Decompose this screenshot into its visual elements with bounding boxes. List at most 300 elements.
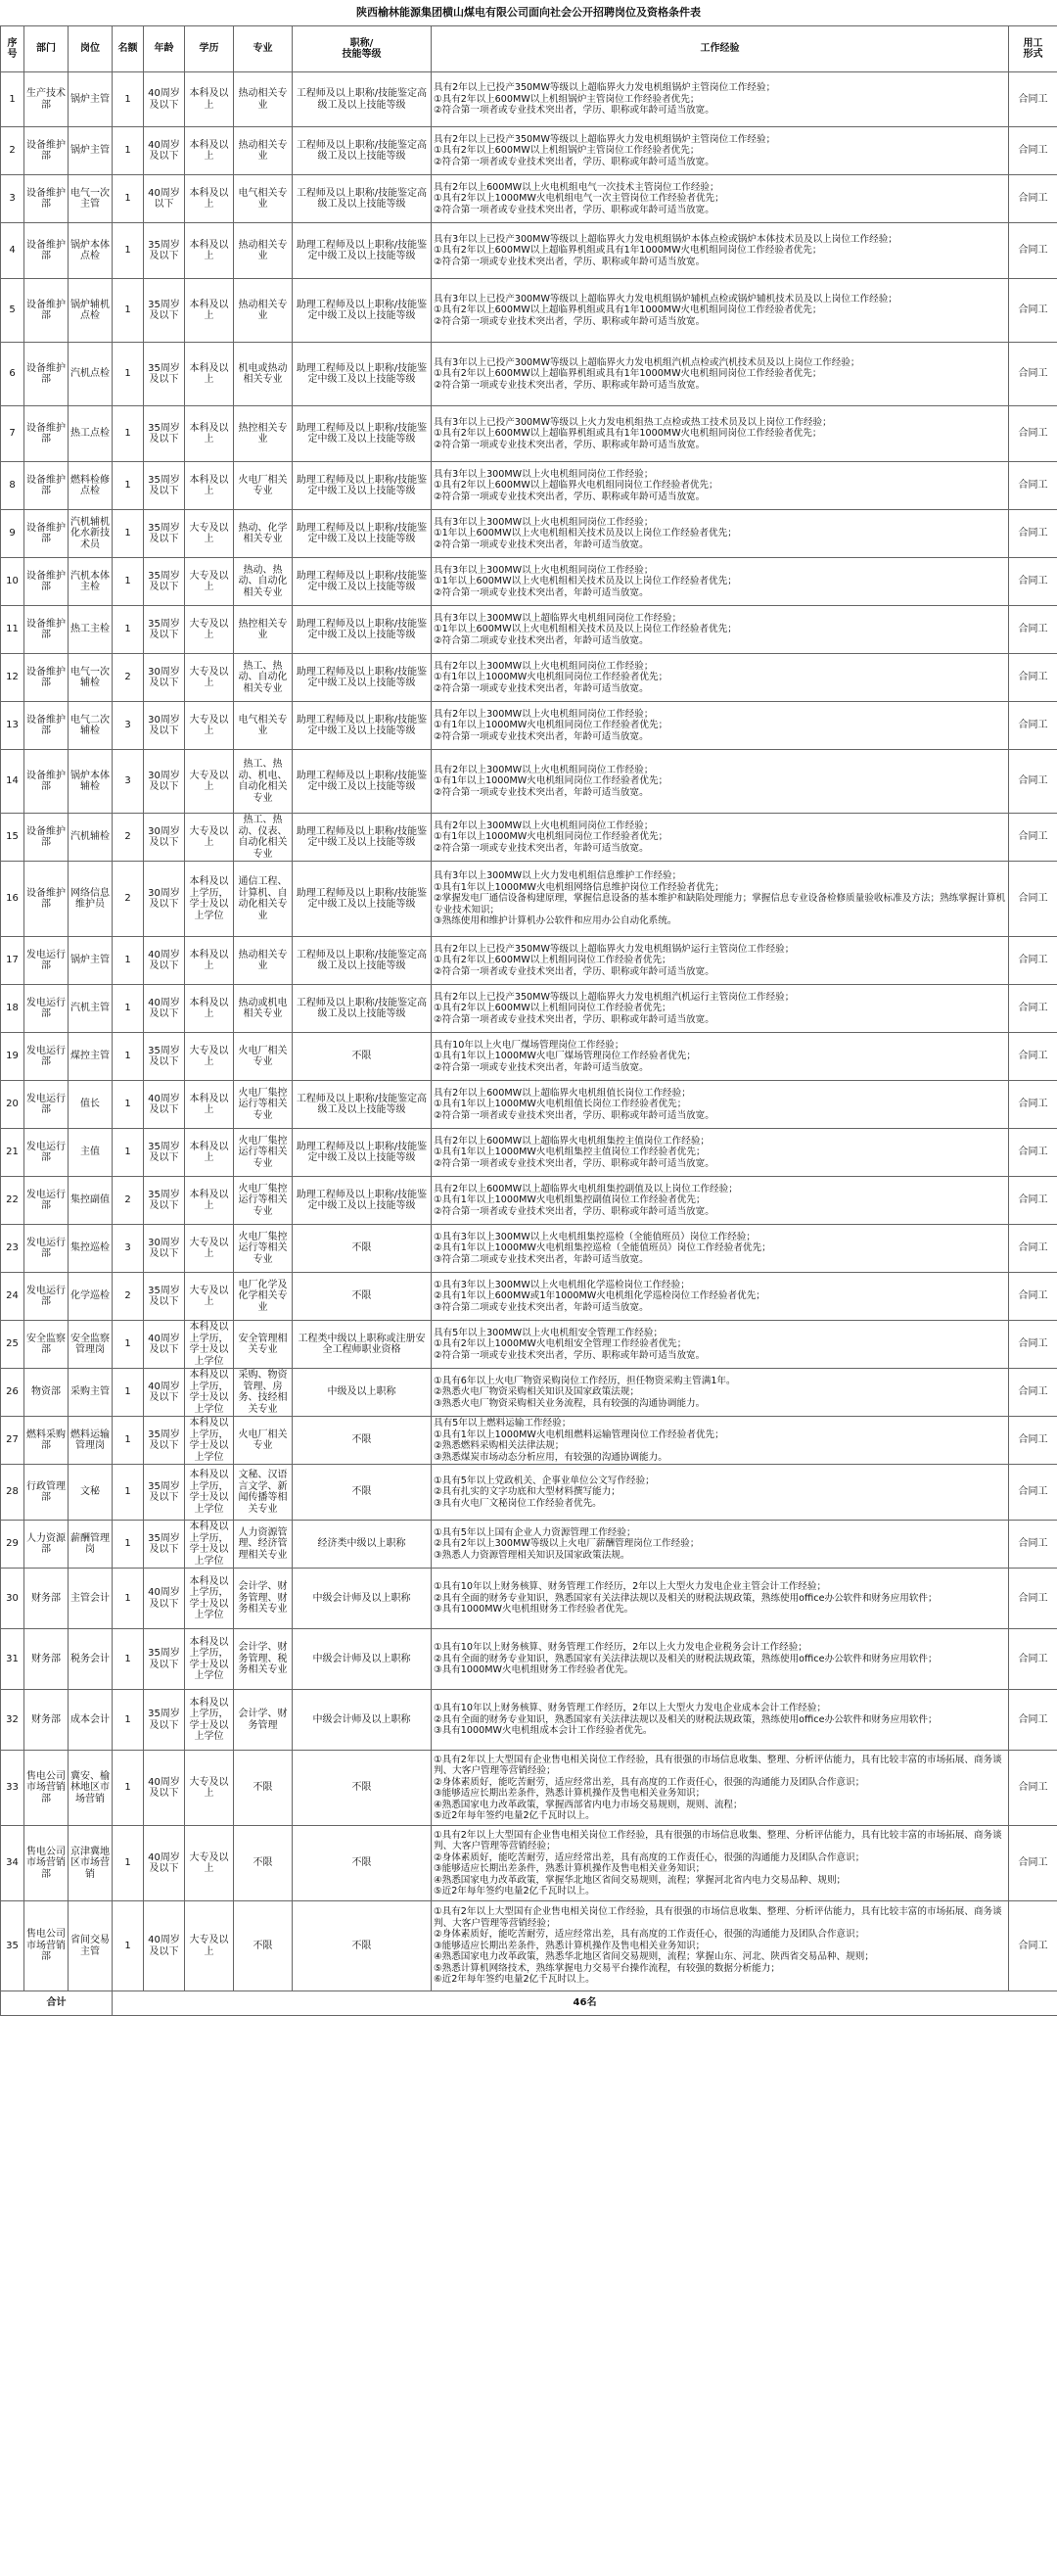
cell-title: 不限 — [293, 1417, 432, 1465]
cell-no: 18 — [1, 985, 24, 1033]
cell-major: 火电厂集控运行等相关专业 — [234, 1081, 293, 1129]
cell-dept: 设备维护部 — [24, 343, 69, 406]
cell-post: 网络信息维护员 — [69, 862, 113, 937]
cell-major: 热控相关专业 — [234, 406, 293, 462]
cell-experience: ①具有2年以上大型国有企业售电相关岗位工作经验，具有很强的市场信息收集、整理、分析评估能力，具有比较丰富的市场拓展、商务谈判、大客户管理等营销经验； ②身体素质好，能吃苦耐劳，适应经常出差，具有高度的工作责任心，很强的沟通能力及团队合作意识； ③能够适应长期出差条件，熟悉计算机操作及售电相关业务知识； ④熟悉国家电力改革政策，掌握华北地区省间交易规则，流程；掌握河北省内电力交易品种、规则； ⑤近2年每年签约电量2亿千瓦时以上。 — [432, 1826, 1009, 1901]
cell-quota: 2 — [113, 654, 144, 702]
cell-quota: 1 — [113, 985, 144, 1033]
cell-quota: 1 — [113, 1569, 144, 1629]
cell-title: 助理工程师及以上职称/技能鉴定中级工及以上技能等级 — [293, 862, 432, 937]
cell-quota: 1 — [113, 937, 144, 985]
cell-dept: 设备维护部 — [24, 702, 69, 750]
cell-quota: 1 — [113, 606, 144, 654]
cell-quota: 2 — [113, 862, 144, 937]
cell-edu: 大专及以上 — [185, 510, 234, 558]
cell-major: 不限 — [234, 1751, 293, 1826]
cell-quota: 1 — [113, 1033, 144, 1081]
cell-dept: 发电运行部 — [24, 985, 69, 1033]
cell-experience: 具有3年以上已投产300MW等级以上超临界火力发电机组锅炉本体点检或锅炉本体技术员及以上岗位工作经验； ①具有2年以上600MW以上超临界机组或具有1年1000MW火电机组同岗位工作经验者优先； ②符合第一项或专业技术突出者，学历、职称或年龄可适当放宽。 — [432, 223, 1009, 279]
cell-title: 工程类中级以上职称或注册安全工程师职业资格 — [293, 1321, 432, 1369]
cell-post: 采购主管 — [69, 1369, 113, 1417]
cell-post: 成本会计 — [69, 1690, 113, 1751]
cell-age: 35周岁及以下 — [144, 1690, 185, 1751]
table-row — [1, 1751, 1057, 1826]
cell-age: 35周岁及以下 — [144, 1177, 185, 1225]
cell-no: 31 — [1, 1629, 24, 1690]
cell-edu: 大专及以上 — [185, 750, 234, 814]
cell-no: 14 — [1, 750, 24, 814]
cell-title: 助理工程师及以上职称/技能鉴定中级工及以上技能等级 — [293, 279, 432, 343]
cell-title: 助理工程师及以上职称/技能鉴定中级工及以上技能等级 — [293, 814, 432, 862]
cell-major: 安全管理相关专业 — [234, 1321, 293, 1369]
cell-form: 合同工 — [1009, 223, 1057, 279]
cell-no: 17 — [1, 937, 24, 985]
cell-title: 助理工程师及以上职称/技能鉴定中级工及以上技能等级 — [293, 1129, 432, 1177]
cell-title: 助理工程师及以上职称/技能鉴定中级工及以上技能等级 — [293, 223, 432, 279]
cell-major: 热工、热动、仪表、自动化相关专业 — [234, 814, 293, 862]
cell-dept: 设备维护部 — [24, 406, 69, 462]
cell-experience: 具有3年以上300MW以上火电机组同岗位工作经验； ①1年以上600MW以上火电机组相关技术员及以上岗位工作经验者优先； ②符合第一项或专业技术突出者，年龄可适当放宽。 — [432, 558, 1009, 606]
cell-major: 热动相关专业 — [234, 223, 293, 279]
cell-no: 33 — [1, 1751, 24, 1826]
cell-dept: 设备维护部 — [24, 127, 69, 175]
cell-post: 电气一次主管 — [69, 175, 113, 223]
cell-dept: 人力资源部 — [24, 1521, 69, 1569]
cell-experience: 具有3年以上已投产300MW等级以上超临界火力发电机组锅炉辅机点检或锅炉辅机技术员及以上岗位工作经验； ①具有2年以上600MW以上超临界机组或具有1年1000MW火电机组同岗位工作经验者优先； ②符合第一项或专业技术突出者，学历、职称或年龄可适当放宽。 — [432, 279, 1009, 343]
cell-form: 合同工 — [1009, 702, 1057, 750]
cell-quota: 3 — [113, 750, 144, 814]
cell-major: 通信工程、计算机、自动化相关专业 — [234, 862, 293, 937]
cell-age: 35周岁及以下 — [144, 1629, 185, 1690]
cell-dept: 设备维护部 — [24, 223, 69, 279]
cell-no: 24 — [1, 1273, 24, 1321]
table-row — [1, 1225, 1057, 1273]
cell-quota: 1 — [113, 1826, 144, 1901]
header-edu: 学历 — [185, 26, 234, 72]
cell-experience: 具有3年以上已投产300MW等级以上火力发电机组热工点检或热工技术员及以上岗位工作经验； ①具有2年以上600MW以上超临界机组或具有1年1000MW火电机组同岗位工作经验者优先； ②符合第一项或专业技术突出者，学历、职称或年龄可适当放宽。 — [432, 406, 1009, 462]
header-major: 专业 — [234, 26, 293, 72]
cell-dept: 设备维护部 — [24, 606, 69, 654]
table-row — [1, 462, 1057, 510]
cell-dept: 生产技术部 — [24, 72, 69, 127]
cell-dept: 发电运行部 — [24, 1129, 69, 1177]
cell-title: 工程师及以上职称/技能鉴定高级工及以上技能等级 — [293, 175, 432, 223]
cell-no: 28 — [1, 1465, 24, 1521]
cell-title: 助理工程师及以上职称/技能鉴定中级工及以上技能等级 — [293, 510, 432, 558]
cell-no: 10 — [1, 558, 24, 606]
cell-edu: 本科及以上 — [185, 1129, 234, 1177]
cell-title: 工程师及以上职称/技能鉴定高级工及以上技能等级 — [293, 72, 432, 127]
cell-major: 火电厂相关专业 — [234, 1417, 293, 1465]
cell-experience: 具有5年以上300MW以上火电机组安全管理工作经验； ①具有2年以上1000MW火电机组安全管理工作经验者优先； ②符合第一项或专业技术突出者，学历、职称或年龄可适当放宽。 — [432, 1321, 1009, 1369]
table-row — [1, 175, 1057, 223]
cell-post: 主值 — [69, 1129, 113, 1177]
table-row — [1, 1465, 1057, 1521]
table-row — [1, 510, 1057, 558]
table-row — [1, 1629, 1057, 1690]
cell-form: 合同工 — [1009, 175, 1057, 223]
cell-quota: 1 — [113, 1629, 144, 1690]
cell-age: 40周岁及以下 — [144, 72, 185, 127]
cell-experience: ①具有6年以上火电厂物资采购岗位工作经历，担任物资采购主管满1年。 ②熟悉火电厂物资采购相关知识及国家政策法规； ③熟悉火电厂物资采购相关业务流程，具有较强的沟通协调能力。 — [432, 1369, 1009, 1417]
cell-no: 6 — [1, 343, 24, 406]
cell-quota: 3 — [113, 702, 144, 750]
cell-age: 40周岁及以下 — [144, 937, 185, 985]
cell-post: 热工点检 — [69, 406, 113, 462]
cell-experience: ①具有2年以上大型国有企业售电相关岗位工作经验，具有很强的市场信息收集、整理、分析评估能力，具有比较丰富的市场拓展、商务谈判、大客户管理等营销经验； ②身体素质好，能吃苦耐劳，适应经常出差，具有高度的工作责任心，很强的沟通能力及团队合作意识； ③能够适应长期出差条件，熟悉计算机操作及售电相关业务知识； ④熟悉国家电力改革政策，熟悉华北地区省间交易规则，流程；掌握山东、河北、陕西省交易品种、规则； ⑤熟悉计算机网络技术，熟练掌握电力交易平台操作流程，有较强的数据分析能力； ⑥近2年每年签约电量2亿千瓦时以上。 — [432, 1901, 1009, 1991]
table-row — [1, 558, 1057, 606]
cell-dept: 财务部 — [24, 1629, 69, 1690]
cell-form: 合同工 — [1009, 1273, 1057, 1321]
cell-quota: 2 — [113, 1273, 144, 1321]
cell-post: 热工主检 — [69, 606, 113, 654]
cell-age: 30周岁及以下 — [144, 750, 185, 814]
cell-experience: 具有3年以上300MW以上火电机组同岗位工作经验； ①具有2年以上600MW以上超临界火电机组同岗位工作经验者优先； ②符合第一项或专业技术突出者，学历、职称或年龄可适当放宽。 — [432, 462, 1009, 510]
cell-dept: 售电公司市场营销部 — [24, 1826, 69, 1901]
cell-edu: 大专及以上 — [185, 1826, 234, 1901]
cell-title: 不限 — [293, 1751, 432, 1826]
cell-no: 27 — [1, 1417, 24, 1465]
table-row — [1, 1177, 1057, 1225]
cell-edu: 大专及以上 — [185, 1225, 234, 1273]
cell-edu: 本科及以上学历，学士及以上学位 — [185, 1629, 234, 1690]
cell-no: 29 — [1, 1521, 24, 1569]
cell-edu: 本科及以上 — [185, 937, 234, 985]
cell-no: 5 — [1, 279, 24, 343]
cell-dept: 安全监察部 — [24, 1321, 69, 1369]
cell-age: 40周岁及以下 — [144, 1751, 185, 1826]
cell-post: 电气二次辅检 — [69, 702, 113, 750]
cell-post: 集控副值 — [69, 1177, 113, 1225]
cell-age: 40周岁及以下 — [144, 985, 185, 1033]
cell-major: 热工、热动、机电、自动化相关专业 — [234, 750, 293, 814]
table-row — [1, 985, 1057, 1033]
cell-major: 火电厂相关专业 — [234, 1033, 293, 1081]
cell-experience: 具有2年以上600MW以上超临界火电机组集控副值及以上岗位工作经验； ①具有1年以上1000MW火电机组集控副值岗位工作经验者优先； ②符合第一项者或专业技术突出者，学历、职称或年龄可适当放宽。 — [432, 1177, 1009, 1225]
cell-edu: 本科及以上学历，学士及以上学位 — [185, 1569, 234, 1629]
cell-post: 锅炉主管 — [69, 937, 113, 985]
cell-quota: 1 — [113, 1901, 144, 1991]
cell-age: 40周岁及以下 — [144, 1369, 185, 1417]
cell-no: 4 — [1, 223, 24, 279]
cell-quota: 1 — [113, 223, 144, 279]
table-row — [1, 1826, 1057, 1901]
cell-major: 会计学、财务管理 — [234, 1690, 293, 1751]
cell-post: 汽机本体主检 — [69, 558, 113, 606]
cell-major: 火电厂集控运行等相关专业 — [234, 1177, 293, 1225]
cell-dept: 设备维护部 — [24, 510, 69, 558]
cell-age: 35周岁及以下 — [144, 1521, 185, 1569]
cell-post: 冀安、榆林地区市场营销 — [69, 1751, 113, 1826]
cell-no: 30 — [1, 1569, 24, 1629]
total-row — [1, 1991, 1057, 2016]
cell-dept: 行政管理部 — [24, 1465, 69, 1521]
cell-major: 电气相关专业 — [234, 702, 293, 750]
cell-experience: 具有5年以上燃料运输工作经验； ①具有1年以上1000MW火电机组燃料运输管理岗位工作经验者优先； ②熟悉燃料采购相关法律法规； ③熟悉煤炭市场动态分析应用，有较强的沟通协调能力。 — [432, 1417, 1009, 1465]
cell-form: 合同工 — [1009, 1826, 1057, 1901]
cell-dept: 发电运行部 — [24, 1225, 69, 1273]
cell-dept: 发电运行部 — [24, 1273, 69, 1321]
cell-quota: 1 — [113, 1465, 144, 1521]
cell-experience: 具有3年以上300MW以上超临界火电机组同岗位工作经验； ①1年以上600MW以上火电机组相关技术员及以上岗位工作经验者优先； ②符合第二项或专业技术突出者，年龄可适当放宽。 — [432, 606, 1009, 654]
cell-major: 不限 — [234, 1826, 293, 1901]
cell-no: 3 — [1, 175, 24, 223]
cell-no: 7 — [1, 406, 24, 462]
cell-edu: 本科及以上 — [185, 1177, 234, 1225]
cell-age: 35周岁及以下 — [144, 223, 185, 279]
cell-form: 合同工 — [1009, 462, 1057, 510]
cell-major: 不限 — [234, 1901, 293, 1991]
cell-major: 热动、化学相关专业 — [234, 510, 293, 558]
table-row — [1, 223, 1057, 279]
cell-form: 合同工 — [1009, 510, 1057, 558]
cell-post: 锅炉辅机点检 — [69, 279, 113, 343]
cell-experience: ①具有5年以上国有企业人力资源管理工作经验； ②具有2年以上300MW等级以上火电厂薪酬管理岗位工作经验； ③熟悉人力资源管理相关知识及国家政策法规。 — [432, 1521, 1009, 1569]
cell-post: 燃料检修点检 — [69, 462, 113, 510]
cell-dept: 设备维护部 — [24, 558, 69, 606]
cell-post: 京津冀地区市场营销 — [69, 1826, 113, 1901]
cell-experience: 具有2年以上已投产350MW等级以上超临界火力发电机组汽机运行主管岗位工作经验； ①具有2年以上600MW以上机组同岗位工作经验者优先； ②符合第一项者或专业技术突出者，学历、职称或年龄可适当放宽。 — [432, 985, 1009, 1033]
table-row — [1, 1081, 1057, 1129]
cell-no: 19 — [1, 1033, 24, 1081]
cell-age: 40周岁及以下 — [144, 1081, 185, 1129]
cell-title: 中级会计师及以上职称 — [293, 1569, 432, 1629]
cell-edu: 本科及以上 — [185, 72, 234, 127]
cell-no: 16 — [1, 862, 24, 937]
cell-post: 薪酬管理岗 — [69, 1521, 113, 1569]
cell-edu: 本科及以上 — [185, 462, 234, 510]
cell-age: 35周岁及以下 — [144, 1417, 185, 1465]
cell-dept: 设备维护部 — [24, 654, 69, 702]
cell-quota: 1 — [113, 279, 144, 343]
cell-major: 采购、物资管理、房务、技经相关专业 — [234, 1369, 293, 1417]
cell-edu: 本科及以上 — [185, 127, 234, 175]
cell-major: 会计学、财务管理、财务相关专业 — [234, 1569, 293, 1629]
cell-major: 热动相关专业 — [234, 937, 293, 985]
table-row — [1, 1321, 1057, 1369]
cell-major: 热动相关专业 — [234, 279, 293, 343]
cell-experience: ①具有10年以上财务核算、财务管理工作经历，2年以上大型火力发电企业成本会计工作经验； ②具有全面的财务专业知识，熟悉国家有关法律法规以及相关的财税法规政策，熟练使用office办公软件和财务应用软件； ③具有1000MW火电机组成本会计工作经验者优先。 — [432, 1690, 1009, 1751]
cell-age: 35周岁及以下 — [144, 279, 185, 343]
table-row — [1, 1129, 1057, 1177]
cell-dept: 发电运行部 — [24, 1081, 69, 1129]
cell-edu: 大专及以上 — [185, 558, 234, 606]
cell-no: 13 — [1, 702, 24, 750]
cell-major: 电厂化学及化学相关专业 — [234, 1273, 293, 1321]
cell-quota: 1 — [113, 127, 144, 175]
table-row — [1, 72, 1057, 127]
cell-age: 35周岁及以下 — [144, 1033, 185, 1081]
cell-title: 助理工程师及以上职称/技能鉴定中级工及以上技能等级 — [293, 750, 432, 814]
cell-quota: 1 — [113, 1521, 144, 1569]
header-post: 岗位 — [69, 26, 113, 72]
table-row — [1, 1273, 1057, 1321]
page-title: 陕西榆林能源集团横山煤电有限公司面向社会公开招聘岗位及资格条件表 — [356, 6, 701, 19]
cell-form: 合同工 — [1009, 558, 1057, 606]
cell-title: 中级会计师及以上职称 — [293, 1690, 432, 1751]
cell-post: 锅炉主管 — [69, 72, 113, 127]
cell-form: 合同工 — [1009, 1177, 1057, 1225]
cell-age: 40周岁及以下 — [144, 1826, 185, 1901]
cell-quota: 2 — [113, 1177, 144, 1225]
table-row — [1, 1690, 1057, 1751]
cell-major: 会计学、财务管理、税务相关专业 — [234, 1629, 293, 1690]
total-label: 合计 — [1, 1991, 113, 2016]
cell-title: 不限 — [293, 1465, 432, 1521]
cell-title: 经济类中级以上职称 — [293, 1521, 432, 1569]
cell-major: 热控相关专业 — [234, 606, 293, 654]
cell-major: 火电厂集控运行等相关专业 — [234, 1129, 293, 1177]
cell-quota: 2 — [113, 814, 144, 862]
table-row — [1, 1901, 1057, 1991]
cell-experience: 具有2年以上600MW以上超临界火电机组集控主值岗位工作经验； ①具有1年以上1000MW火电机组集控主值岗位工作经验者优先； ②符合第一项者或专业技术突出者，学历、职称或年龄可适当放宽。 — [432, 1129, 1009, 1177]
cell-title: 不限 — [293, 1273, 432, 1321]
cell-experience: 具有2年以上已投产350MW等级以上超临界火力发电机组锅炉主管岗位工作经验； ①具有2年以上600MW以上机组锅炉主管岗位工作经验者优先； ②符合第一项者或专业技术突出者，学历、职称或年龄可适当放宽。 — [432, 127, 1009, 175]
cell-title: 中级会计师及以上职称 — [293, 1629, 432, 1690]
cell-post: 值长 — [69, 1081, 113, 1129]
cell-age: 40周岁及以下 — [144, 1569, 185, 1629]
cell-title: 不限 — [293, 1225, 432, 1273]
cell-title: 助理工程师及以上职称/技能鉴定中级工及以上技能等级 — [293, 606, 432, 654]
cell-edu: 本科及以上 — [185, 175, 234, 223]
cell-form: 合同工 — [1009, 1569, 1057, 1629]
cell-form: 合同工 — [1009, 985, 1057, 1033]
cell-form: 合同工 — [1009, 406, 1057, 462]
cell-no: 32 — [1, 1690, 24, 1751]
cell-form: 合同工 — [1009, 1629, 1057, 1690]
cell-quota: 1 — [113, 175, 144, 223]
cell-no: 2 — [1, 127, 24, 175]
cell-edu: 大专及以上 — [185, 1901, 234, 1991]
cell-dept: 设备维护部 — [24, 279, 69, 343]
cell-form: 合同工 — [1009, 1465, 1057, 1521]
table-row — [1, 606, 1057, 654]
cell-form: 合同工 — [1009, 1129, 1057, 1177]
cell-no: 26 — [1, 1369, 24, 1417]
cell-experience: ①具有3年以上300MW以上火电机组化学巡检岗位工作经验； ②具有1年以上600MW或1年1000MW火电机组化学巡检岗位工作经验者优先； ③符合第二项或专业技术突出者，年龄可适当放宽。 — [432, 1273, 1009, 1321]
total-value: 46名 — [113, 1991, 1057, 2016]
cell-experience: 具有3年以上已投产300MW等级以上超临界火力发电机组汽机点检或汽机技术员及以上岗位工作经验； ①具有2年以上600MW以上超临界机组或具有1年1000MW火电机组同岗位工作经验者优先； ②符合第一项或专业技术突出者，学历、职称或年龄可适当放宽。 — [432, 343, 1009, 406]
cell-quota: 1 — [113, 462, 144, 510]
cell-age: 30周岁及以下 — [144, 814, 185, 862]
cell-no: 34 — [1, 1826, 24, 1901]
cell-quota: 1 — [113, 343, 144, 406]
cell-edu: 本科及以上 — [185, 279, 234, 343]
cell-age: 35周岁及以下 — [144, 1465, 185, 1521]
cell-title: 不限 — [293, 1901, 432, 1991]
cell-age: 35周岁及以下 — [144, 558, 185, 606]
cell-title: 助理工程师及以上职称/技能鉴定中级工及以上技能等级 — [293, 1177, 432, 1225]
header-exp: 工作经验 — [432, 26, 1009, 72]
cell-form: 合同工 — [1009, 1321, 1057, 1369]
cell-quota: 1 — [113, 510, 144, 558]
cell-form: 合同工 — [1009, 750, 1057, 814]
cell-quota: 1 — [113, 1129, 144, 1177]
cell-dept: 设备维护部 — [24, 462, 69, 510]
cell-post: 煤控主管 — [69, 1033, 113, 1081]
cell-form: 合同工 — [1009, 814, 1057, 862]
cell-edu: 本科及以上 — [185, 343, 234, 406]
cell-no: 20 — [1, 1081, 24, 1129]
cell-edu: 本科及以上学历，学士及以上学位 — [185, 1369, 234, 1417]
cell-edu: 本科及以上学历，学士及以上学位 — [185, 1465, 234, 1521]
cell-major: 热动相关专业 — [234, 127, 293, 175]
cell-post: 化学巡检 — [69, 1273, 113, 1321]
cell-edu: 大专及以上 — [185, 1751, 234, 1826]
cell-form: 合同工 — [1009, 72, 1057, 127]
cell-form: 合同工 — [1009, 1417, 1057, 1465]
cell-edu: 本科及以上学历，学士及以上学位 — [185, 1417, 234, 1465]
table-header-row — [1, 26, 1057, 72]
cell-edu: 本科及以上学历，学士及以上学位 — [185, 1690, 234, 1751]
cell-dept: 售电公司市场营销部 — [24, 1901, 69, 1991]
cell-title: 助理工程师及以上职称/技能鉴定中级工及以上技能等级 — [293, 702, 432, 750]
cell-no: 15 — [1, 814, 24, 862]
cell-dept: 设备维护部 — [24, 862, 69, 937]
cell-post: 文秘 — [69, 1465, 113, 1521]
cell-major: 火电厂相关专业 — [234, 462, 293, 510]
cell-post: 汽机辅检 — [69, 814, 113, 862]
cell-form: 合同工 — [1009, 1081, 1057, 1129]
cell-post: 集控巡检 — [69, 1225, 113, 1273]
table-row — [1, 127, 1057, 175]
cell-edu: 大专及以上 — [185, 1273, 234, 1321]
cell-no: 1 — [1, 72, 24, 127]
cell-form: 合同工 — [1009, 1690, 1057, 1751]
cell-title: 工程师及以上职称/技能鉴定高级工及以上技能等级 — [293, 985, 432, 1033]
cell-major: 人力资源管理、经济管理相关专业 — [234, 1521, 293, 1569]
cell-experience: 具有3年以上300MW以上火力发电机组信息维护工作经验； ①具有1年以上1000MW火电机组网络信息维护岗位工作经验者优先； ②掌握发电厂通信设备构建原理，掌握信息设备的基本维护和缺陷处理能力；掌握信息专业设备检修质量验收标准及方法；熟练掌握计算机专业技术知识； ③熟练使用和维护计算机办公软件和应用办公自动化系统。 — [432, 862, 1009, 937]
cell-form: 合同工 — [1009, 343, 1057, 406]
cell-major: 热动相关专业 — [234, 72, 293, 127]
header-no: 序号 — [1, 26, 24, 72]
cell-edu: 本科及以上 — [185, 1081, 234, 1129]
cell-major: 热工、热动、自动化相关专业 — [234, 654, 293, 702]
table-row — [1, 406, 1057, 462]
cell-dept: 物资部 — [24, 1369, 69, 1417]
cell-age: 30周岁及以下 — [144, 1225, 185, 1273]
cell-dept: 燃料采购部 — [24, 1417, 69, 1465]
cell-title: 不限 — [293, 1033, 432, 1081]
header-dept: 部门 — [24, 26, 69, 72]
header-age: 年龄 — [144, 26, 185, 72]
cell-form: 合同工 — [1009, 1369, 1057, 1417]
cell-edu: 大专及以上 — [185, 702, 234, 750]
cell-quota: 1 — [113, 1081, 144, 1129]
cell-major: 电气相关专业 — [234, 175, 293, 223]
cell-dept: 设备维护部 — [24, 750, 69, 814]
table-row — [1, 654, 1057, 702]
cell-edu: 大专及以上 — [185, 1033, 234, 1081]
cell-post: 锅炉本体点检 — [69, 223, 113, 279]
cell-experience: 具有2年以上300MW以上火电机组同岗位工作经验； ①有1年以上1000MW火电机组同岗位工作经验者优先； ②符合第一项或专业技术突出者，年龄可适当放宽。 — [432, 814, 1009, 862]
cell-quota: 1 — [113, 1751, 144, 1826]
cell-quota: 1 — [113, 406, 144, 462]
cell-dept: 发电运行部 — [24, 1177, 69, 1225]
cell-title: 助理工程师及以上职称/技能鉴定中级工及以上技能等级 — [293, 406, 432, 462]
table-row — [1, 814, 1057, 862]
cell-experience: 具有3年以上300MW以上火电机组同岗位工作经验； ①1年以上600MW以上火电机组相关技术员及以上岗位工作经验者优先； ②符合第一项或专业技术突出者，年龄可适当放宽。 — [432, 510, 1009, 558]
cell-quota: 3 — [113, 1225, 144, 1273]
cell-post: 锅炉本体辅检 — [69, 750, 113, 814]
cell-age: 30周岁及以下 — [144, 654, 185, 702]
cell-title: 工程师及以上职称/技能鉴定高级工及以上技能等级 — [293, 127, 432, 175]
cell-post: 汽机辅机化水新技术员 — [69, 510, 113, 558]
cell-title: 中级及以上职称 — [293, 1369, 432, 1417]
table-row — [1, 750, 1057, 814]
cell-no: 8 — [1, 462, 24, 510]
cell-post: 主管会计 — [69, 1569, 113, 1629]
